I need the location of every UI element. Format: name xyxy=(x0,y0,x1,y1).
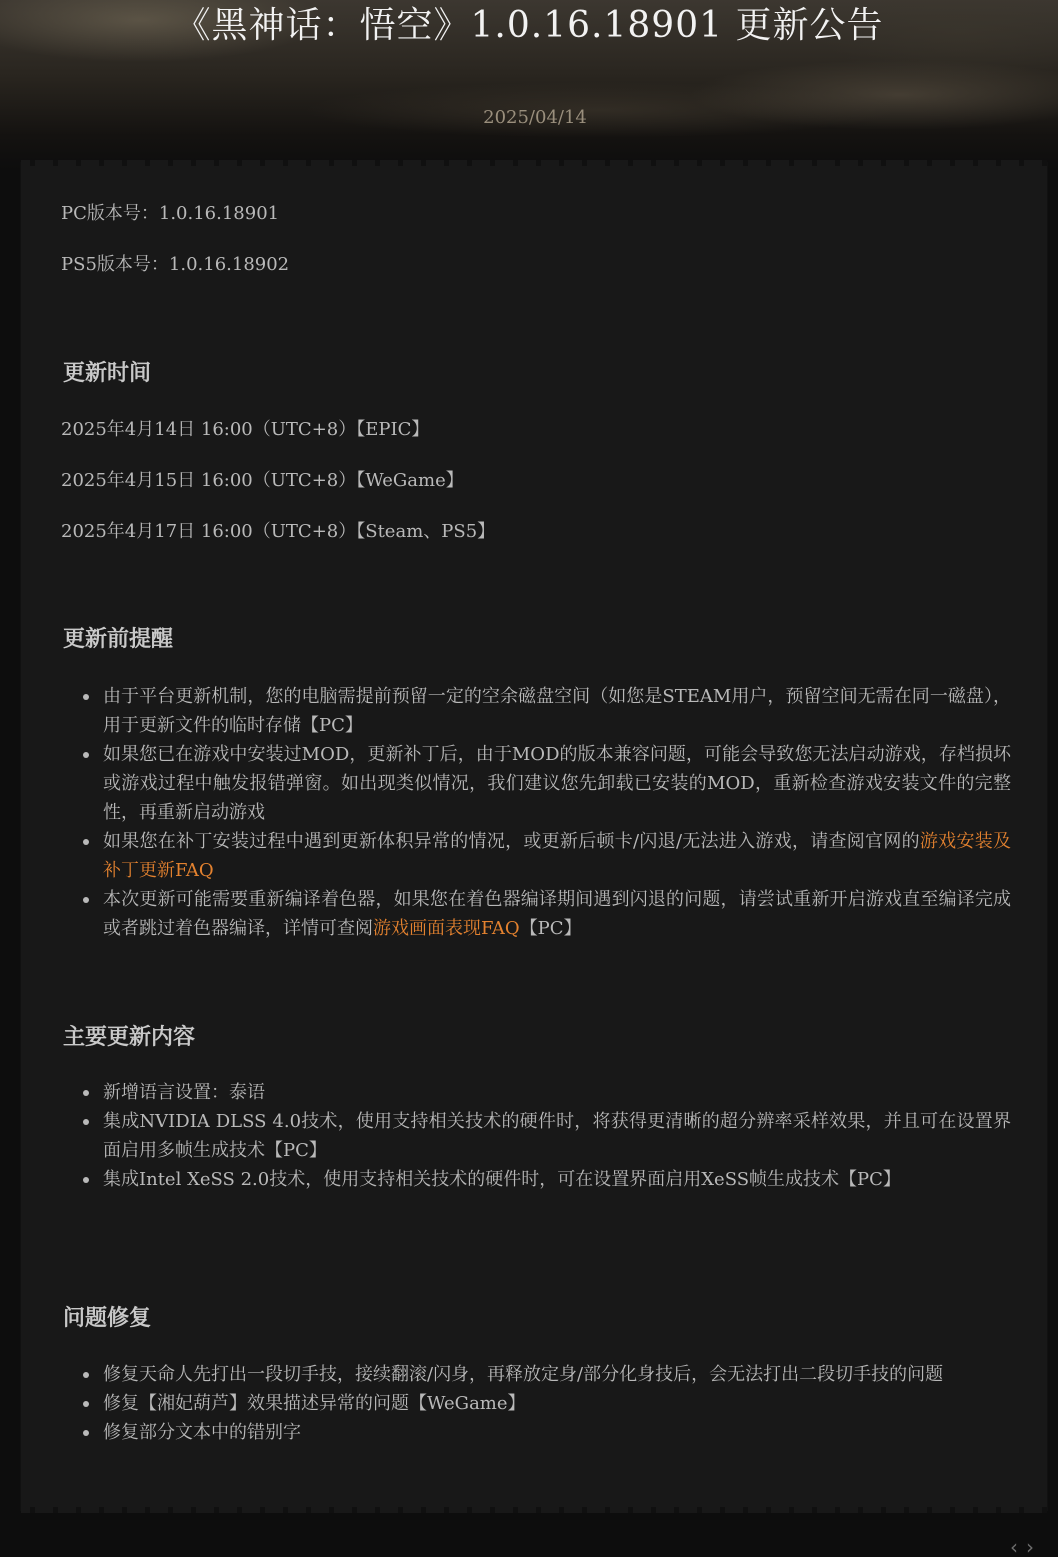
main-updates-list xyxy=(61,1078,1011,1194)
chevron-right-icon[interactable]: › xyxy=(1026,1535,1034,1557)
list-item: 修复【湘妃葫芦】效果描述异常的问题【WeGame】 xyxy=(103,1389,1011,1418)
header-banner xyxy=(0,0,1058,170)
ps5-version: PS5版本号：1.0.16.18902 xyxy=(61,254,290,275)
install-patch-faq-link[interactable]: 游戏安装及补丁更新FAQ xyxy=(103,831,1012,881)
section-heading-main-updates: 主要更新内容 xyxy=(63,1024,196,1050)
pager xyxy=(1006,1537,1040,1557)
list-item: 如果您已在游戏中安装过MOD，更新补丁后，由于MOD的版本兼容问题，可能会导致您无法启动游戏，存档损坏或游戏过程中触发报错弹窗。如出现类似情况，我们建议您先卸载已安装的MOD，重新检查游戏安装文件的完整性，再重新启动游戏 xyxy=(103,740,1011,827)
publish-date: 2025/04/14 xyxy=(483,107,587,128)
section-heading-reminders: 更新前提醒 xyxy=(63,626,174,652)
page-title: 《黑神话：悟空》1.0.16.18901 更新公告 xyxy=(174,5,884,46)
update-time-epic: 2025年4月14日 16:00（UTC+8）【EPIC】 xyxy=(61,419,430,440)
reminders-list xyxy=(61,682,1011,943)
list-item: 由于平台更新机制，您的电脑需提前预留一定的空余磁盘空间（如您是STEAM用户，预留空间无需在同一磁盘），用于更新文件的临时存储【PC】 xyxy=(103,682,1011,740)
list-item: 如果您在补丁安装过程中遇到更新体积异常的情况，或更新后顿卡/闪退/无法进入游戏，请查阅官网的游戏安装及补丁更新FAQ xyxy=(103,827,1011,885)
update-time-steam-ps5: 2025年4月17日 16:00（UTC+8）【Steam、PS5】 xyxy=(61,521,496,542)
list-item: 新增语言设置：泰语 xyxy=(103,1078,1011,1107)
chevron-left-icon[interactable]: ‹ xyxy=(1010,1535,1018,1557)
list-item: 修复天命人先打出一段切手技，接续翻滚/闪身，再释放定身/部分化身技后，会无法打出二段切手技的问题 xyxy=(103,1360,1011,1389)
list-item: 本次更新可能需要重新编译着色器，如果您在着色器编译期间遇到闪退的问题，请尝试重新开启游戏直至编译完成或者跳过着色器编译，详情可查阅游戏画面表现FAQ【PC】 xyxy=(103,885,1011,943)
section-heading-fixes: 问题修复 xyxy=(63,1305,152,1331)
list-item: 修复部分文本中的错别字 xyxy=(103,1418,1011,1447)
pc-version: PC版本号：1.0.16.18901 xyxy=(61,203,280,224)
section-heading-update-time: 更新时间 xyxy=(63,360,152,386)
update-time-wegame: 2025年4月15日 16:00（UTC+8）【WeGame】 xyxy=(61,470,464,491)
fixes-list xyxy=(61,1360,1011,1447)
list-item: 集成Intel XeSS 2.0技术，使用支持相关技术的硬件时，可在设置界面启用XeSS帧生成技术【PC】 xyxy=(103,1165,1011,1194)
list-item: 集成NVIDIA DLSS 4.0技术，使用支持相关技术的硬件时，将获得更清晰的超分辨率采样效果，并且可在设置界面启用多帧生成技术【PC】 xyxy=(103,1107,1011,1165)
graphics-faq-link[interactable]: 游戏画面表现FAQ xyxy=(373,918,520,939)
